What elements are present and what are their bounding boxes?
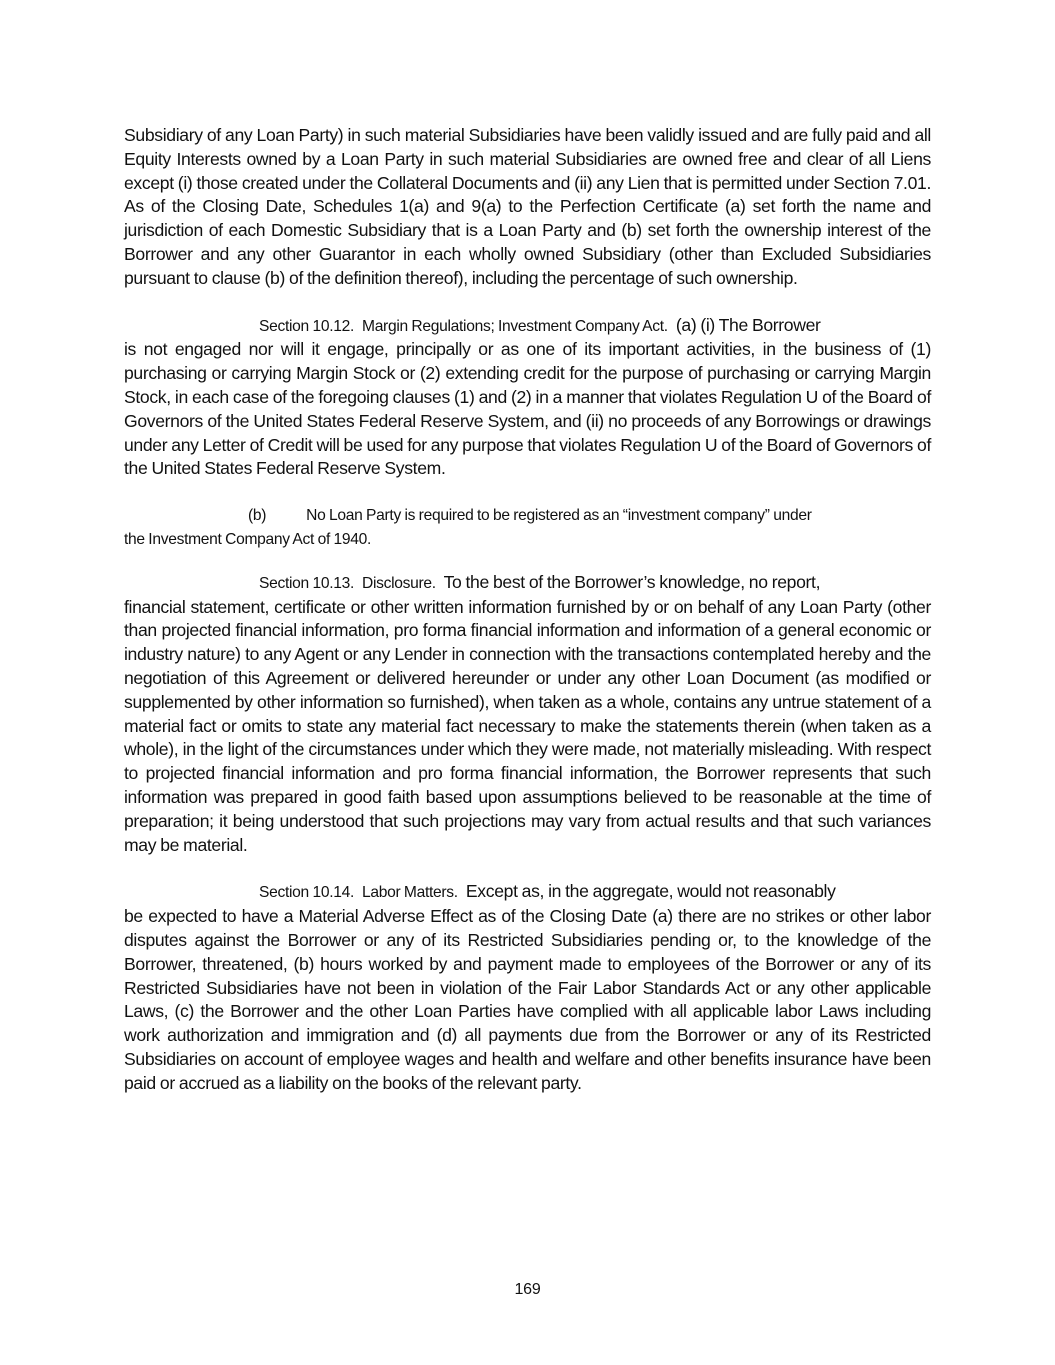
section-10-14 (124, 880, 931, 1095)
clause-b-lead: No Loan Party is required to be registered as an “investment company” under (306, 507, 812, 525)
section-10-14-body: be expected to have a Material Adverse Effect as of the Closing Date (a) there are no strikes or other labor disputes against the Borrower or any of its Restricted Subsidiaries pending or, to the knowledge of the Borrower, threatened, (b) hours worked by and payment made to employees of the Borrower or any of its Restricted Subsidiaries have not been in violation of the Fair Labor Standards Act or any other applicable Laws, (c) the Borrower and the other Loan Parties have complied with all applicable labor Laws including work authorization and immigration and (d) all payments due from the Borrower or any of its Restricted Subsidiaries on account of employee wages and health and welfare and other benefits insurance have been paid or accrued as a liability on the books of the relevant party. (124, 906, 931, 1093)
section-number: Section 10.12. (259, 317, 354, 335)
section-10-13 (124, 571, 931, 858)
paragraph-subsidiary-equity: Subsidiary of any Loan Party) in such material Subsidiaries have been validly issued and are fully paid and all Equity Interests owned by a Loan Party in such material Subsidiaries are owned free and clear of all Liens except (i) those created under the Collateral Documents and (ii) any Lien that is permitted under Section 7.01. As of the Closing Date, Schedules 1(a) and 9(a) to the Perfection Certificate (a) set forth the name and jurisdiction of each Domestic Subsidiary that is a Loan Party and (b) set forth the ownership interest of the Borrower and any other Guarantor in each wholly owned Subsidiary (other than Excluded Subsidiaries pursuant to clause (b) of the definition thereof), including the percentage of such ownership. (124, 125, 931, 288)
clause-b-line (124, 504, 931, 528)
section-10-13-body: financial statement, certificate or other written information furnished by or on behalf of any Loan Party (other than projected financial information, pro forma financial information and information of a general economic or industry nature) to any Agent or any Lender in connection with the transactions contemplated hereby and the negotiation of this Agreement or delivered hereunder or under any other Loan Document (as modified or supplemented by other information so furnished), when taken as a whole, contains any untrue statement of a material fact or omits to state any material fact necessary to make the statements therein (when taken as a whole), in the light of the circumstances under which they were made, not materially misleading. With respect to projected financial information and pro forma financial information, the Borrower represents that such information was prepared in good faith based upon assumptions believed to be reasonable at the time of preparation; it being understood that such projections may vary from actual results and that such variances may be material. (124, 596, 931, 855)
section-lead-text: Except as, in the aggregate, would not reasonably (465, 881, 836, 902)
section-title: Margin Regulations; Investment Company Act. (362, 317, 668, 335)
section-title: Labor Matters. (362, 884, 458, 902)
document-page (124, 124, 931, 1095)
section-lead-text: To the best of the Borrower’s knowledge, no report, (443, 571, 821, 592)
section-number: Section 10.14. (259, 884, 354, 902)
section-number: Section 10.13. (259, 574, 354, 592)
section-10-13-heading-line (124, 571, 931, 596)
section-10-12 (124, 314, 931, 482)
section-10-14-heading-line (124, 880, 931, 905)
clause-b-body: the Investment Company Act of 1940. (124, 530, 372, 548)
page-number: 169 (514, 1281, 541, 1298)
clause-b-label: (b) (248, 507, 267, 525)
section-10-12-heading-line (124, 314, 931, 339)
section-lead-text: (a) (i) The Borrower (675, 314, 821, 335)
section-10-12-body: is not engaged nor will it engage, principally or as one of its important activities, in the business of (1) purchasing or carrying Margin Stock or (2) extending credit for the purpose of purchasing or carrying Margin Stock, in each case of the foregoing clauses (1) and (2) in a manner that violates Regulation U of the Board of Governors of the United States Federal Reserve System, and (ii) no proceeds of any Borrowings or drawings under any Letter of Credit will be used for any purpose that violates Regulation U of the Board of Governors of the United States Federal Reserve System. (124, 339, 931, 479)
section-10-12-clause-b (124, 504, 931, 552)
section-title: Disclosure. (362, 574, 436, 592)
